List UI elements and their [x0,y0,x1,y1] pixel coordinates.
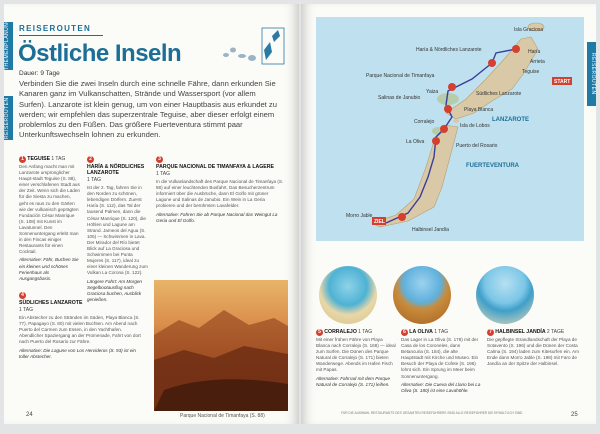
stop-2 [87,156,149,303]
open-travel-guide [4,4,596,426]
stop-text: Den Anfang macht man mit Lanzarote ursprünglicher Haupt-stadt Teguise (S. 88), einer verschlafenen Stadt aus der Zeit. Wenn sich die Läden für die Siesta zu machen, geht es raus zu den Gärten wie der vulkanisch geprägten Fundación César Manrique (S. 108) mit Kunst im Lavatunnel. Den Sonnenuntergang erlebt man in den Fincas einiger Restaurants für einen Cocktail. [19,164,80,255]
stop-number: 6 [401,329,408,336]
stop-title: PARQUE NACIONAL DE TIMANFAYA & LAGERE [156,164,274,170]
map-label: Haría & Nördliches Lanzarote [416,47,482,53]
footer-note: FÜR DIE AUSWAHL RESTAURANTS DES GESAMTEN REISEFÜHRERS SIND ALLE REISEFÜHRER DIE ERHÄLTLICH SIND [341,411,523,415]
corralejo-photo [319,266,377,324]
stop-title: CORRALEJO [324,329,357,335]
stop-days: 1 TAG [19,307,33,313]
stop-text: Ist der 2. Tag, fahren Sie in den Norden zu schönen, lebendigen Dörfern. Zuerst Haría (S. 112), das Tal der tausend Palmen, dann die César Manrique (S. 120), die Höhlen und Lagune am Strand. Jameos del Agua (S. 105) — Schwimmen in Lava. Der Mirador del Río bietet Blick auf La Graciosa und Schwimmen bei Punta Mujeres (S. 117), ideal zu einer kleinen Wanderung zum Vulkan La Corona (S. 122). [87,185,148,276]
side-tab-routes: REISEROUTEN [4,96,13,140]
canary-islands-locator-map [218,22,286,66]
page-number-right: 25 [571,412,578,418]
map-label: La Oliva [406,139,425,145]
stop-5 [316,329,396,388]
la-oliva-photo [393,266,451,324]
map-label: Haría [528,49,541,55]
map-label: Puerto del Rosario [456,143,498,149]
page-title: Östliche Inseln [18,40,182,67]
photo-caption: Parque Nacional de Timanfaya (S. 88) [180,413,265,419]
map-label: Parque Nacional de Timanfaya [366,73,435,79]
kicker-rule [19,35,103,36]
map-island-label: LANZAROTE [492,117,529,123]
stop-title: HALBINSEL JANDÍA [495,329,546,335]
side-tab-routes-right: REISEROUTEN [587,42,596,106]
stop-title: TEGUISE [27,156,51,162]
stop-text: Das Lager in La Oliva (S. 178) mit der Casa de los Coroneles, dann Betancuria (S. 184), die alte Hauptstadt mit Kirche und Museo. Ein Besuch der Playa de Cofete (S. 196) lohnt sich. Ein Sprung im Meer beim Sonnenuntergang. [401,337,479,379]
stop-tip: Alternative: Fahrrad mit dem Parque Natural de Corralejo (S. 171) leihen. [316,375,391,387]
map-label: Corralejo [414,119,435,125]
stop-tip: Alternative: Die Lagune von Los Hervideros (S. 93) ist ein toller Abstecher. [19,347,136,359]
map-label: Halbinsel Jandía [412,227,449,233]
map-label: Südliches Lanzarote [476,91,522,97]
map-label: Playa Blanca [464,107,494,113]
jandia-photo [476,266,534,324]
section-kicker: REISEROUTEN [19,24,92,33]
stop-tip: Alternative: Fähr, Buchen Sie ein kleines und schönes Ferienhaus als Ausgangsbasis. [19,257,79,281]
stop-days: 1 TAG [51,156,66,162]
map-label: Yaiza [426,89,439,95]
map-island-label: FUERTEVENTURA [466,163,520,169]
right-page [301,4,596,424]
stop-title: HARÍA & NÖRDLICHES LANZAROTE [87,164,145,176]
stop-title: LA OLIVA [409,329,433,335]
stop-days: 1 TAG [434,329,449,335]
left-page [4,4,299,424]
intro-paragraph: Verbinden Sie die zwei Inseln durch eine schnelle Fähre, dann erkunden Sie Kanaren ganz im Vulkanschatten, Strände und Wassersport (vor allem Surfen). Lanzarote ist klein genug, um von einer Hauptbasis aus erkundet zu werden; wir empfehlen das superzentrale Teguise, aber dieser erfolgt einem problemlos zu den Füßen. Das größere Fuerteventura stimmt paar Unterkunftswechseln lohnen zu erkunden. [19,79,277,140]
stop-text: Ein Abstecher zu den Stränden im Süden, Playa Blanca (S. 77), Papagayo (S. 80) mit vielen Buchten. Am Abend nach Puerto del Carmen zum Essen, in den Yachthafen. Abendlicher Spaziergang an der Promenade, Fahrt von dort nach Puerto del Rosario zur Fähre. [19,315,141,345]
stop-tip: Längere Fahrt: Am Morgen Segelbootausflug nach Graciosa buchen, Ausblick genießen. [87,278,142,302]
stop-days: 1 TAG [87,177,101,183]
stop-3 [156,156,284,224]
stop-number: 1 [19,156,26,163]
route-map [316,17,584,241]
stop-6 [401,329,481,394]
map-label: Teguise [522,69,540,75]
stop-text: In die Vulkanlandschaft des Parque Nacional de Timanfaya (S. 88) auf einer leuchtenden Busfahrt. Das Besucherzentrum informiert über die Ausbrüche, dann El Golfo mit grüner Lagune und Salinas de Janubio. Ein Wein in La Geria probieren und der berühmten Lavafelder. [156,179,284,209]
stop-number: 4 [19,292,26,299]
stop-number: 2 [87,156,94,163]
stop-title: SÜDLICHES LANZAROTE [19,300,83,306]
side-tab-planning: THEMENPLANUNG [4,22,13,70]
stop-tip: Alternative: Die Cueva del Llano bei La Oliva (S. 180) ist eine Lavahöhle. [401,381,481,393]
map-label: Isla Graciosa [514,27,544,33]
map-label: Morro Jable [346,213,373,219]
stop-4 [19,292,147,360]
stop-text: Mit einer frühen Fähre von Playa Blanca nach Corralejo (S. 168) — ideal zum Surfen. Die Dünen des Parque Natural de Corralejo (S. 171) bieten Wanderwege. Abends im Hafen Fisch mit Papas. [316,337,396,373]
map-end-label: ZIEL [374,219,385,225]
stop-days: 2 TAGE [546,329,565,335]
stop-7 [487,329,583,367]
map-start-label: START [554,79,571,85]
stop-number: 7 [487,329,494,336]
map-label: Arrieta [530,59,545,65]
stop-tip: Alternative: Fahren Sie ab Parque Nacional das Weingut La Geria und El Golfo. [156,211,278,223]
map-label: Isla de Lobos [460,123,490,129]
stop-days: 1 TAG [156,171,170,177]
page-number-left: 24 [26,412,33,418]
duration-text: Dauer: 9 Tage [19,70,60,77]
timanfaya-photo [154,280,288,411]
stop-number: 5 [316,329,323,336]
stop-number: 3 [156,156,163,163]
stop-days: 1 TAG [358,329,373,335]
map-label: Salinas de Janubio [378,95,421,101]
stop-text: Die gepflegte Strandlandschaft der Playa de Sotavento (S. 196) und die Dünen der Costa Calma (S. 194) laden zum Kitesurfen ein. Am Ende dann Morro Jable (S. 198) mit Faro de Jandía an der Spitze der Halbinsel. [487,337,579,367]
stop-1 [19,156,81,282]
